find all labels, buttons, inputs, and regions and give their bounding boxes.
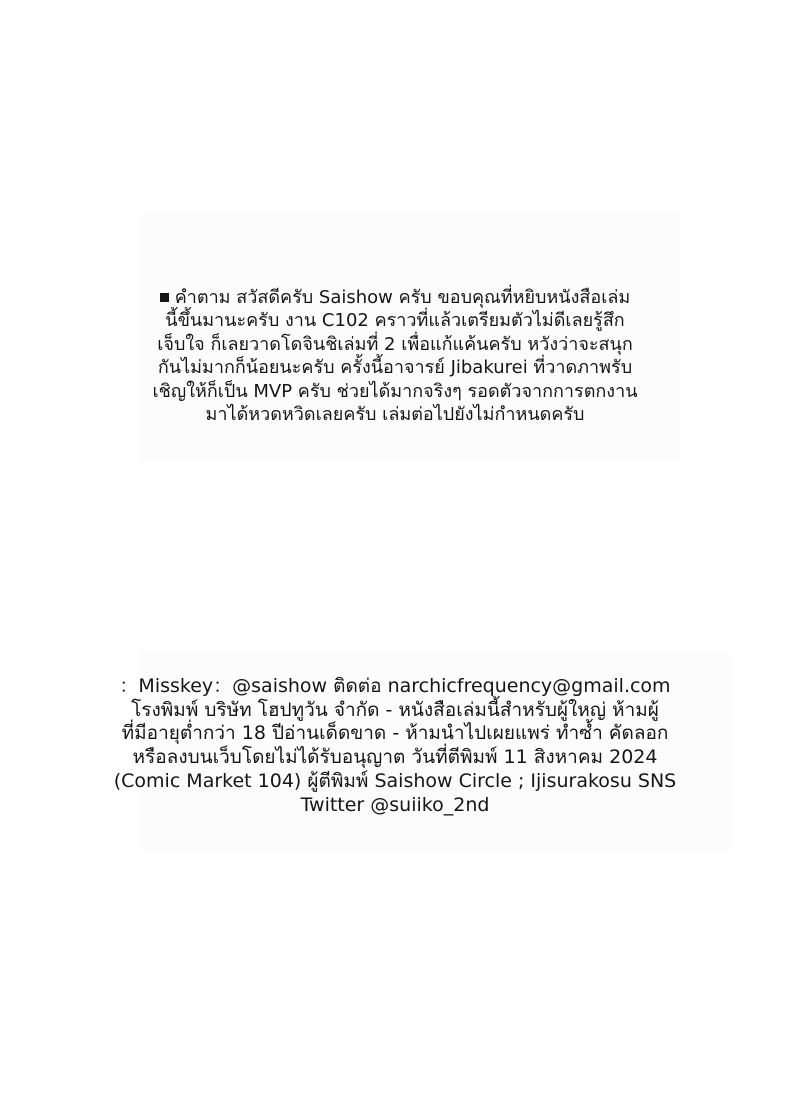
afterword-line-1: คำตาม สวัสดีครับ Saishow ครับ ขอบคุณที่หยิบหนังสือเล่ม — [60, 286, 730, 309]
colophon-line-6: Twitter @suiiko_2nd — [300, 793, 490, 816]
colophon-line-4: หรือลงบนเว็บโดยไม่ได้รับอนุญาต วันที่ตีพิมพ์ 11 สิงหาคม 2024 — [132, 746, 658, 769]
colophon-line-3: ที่มีอายุต่ำกว่า 18 ปีอ่านเด็ดขาด - ห้ามนำไปเผยแพร่ ทำซ้ำ คัดลอก — [121, 722, 669, 745]
afterword-line-4: กันไม่มากก็น้อยนะครับ ครั้งนี้อาจารย์ Jibakurei ที่วาดภาพรับ — [157, 357, 633, 379]
afterword-line-2: นี้ขึ้นมานะครับ งาน C102 คราวที่แล้วเตรียมตัวไม่ดีเลยรู้สึก — [165, 310, 625, 332]
afterword-line-6: มาได้หวดหวิดเลยครับ เล่มต่อไปยังไม่กำหนดครับ — [205, 404, 585, 426]
colophon-text — [60, 675, 730, 817]
colophon-line-5: (Comic Market 104) ผู้ตีพิมพ์ Saishow Circle ; Ijisurakosu SNS — [113, 769, 677, 792]
colophon-line-2: โรงพิมพ์ บริษัท โฮปทูวัน จำกัด - หนังสือเล่มนี้สำหรับผู้ใหญ่ ห้ามผู้ — [131, 698, 659, 721]
colophon-line-1: ：Misskey：@saishow ติดต่อ narchicfrequency@gmail.com — [119, 675, 671, 697]
afterword-text — [60, 286, 730, 426]
black-square-icon — [160, 293, 169, 302]
afterword-line-3: เจ็บใจ ก็เลยวาดโดจินชิเล่มที่ 2 เพื่อแก้แค้นครับ หวังว่าจะสนุก — [157, 333, 633, 355]
afterword-line-5: เชิญให้ก็เป็น MVP ครับ ช่วยได้มากจริงๆ รอดตัวจากการตกงาน — [152, 380, 638, 402]
